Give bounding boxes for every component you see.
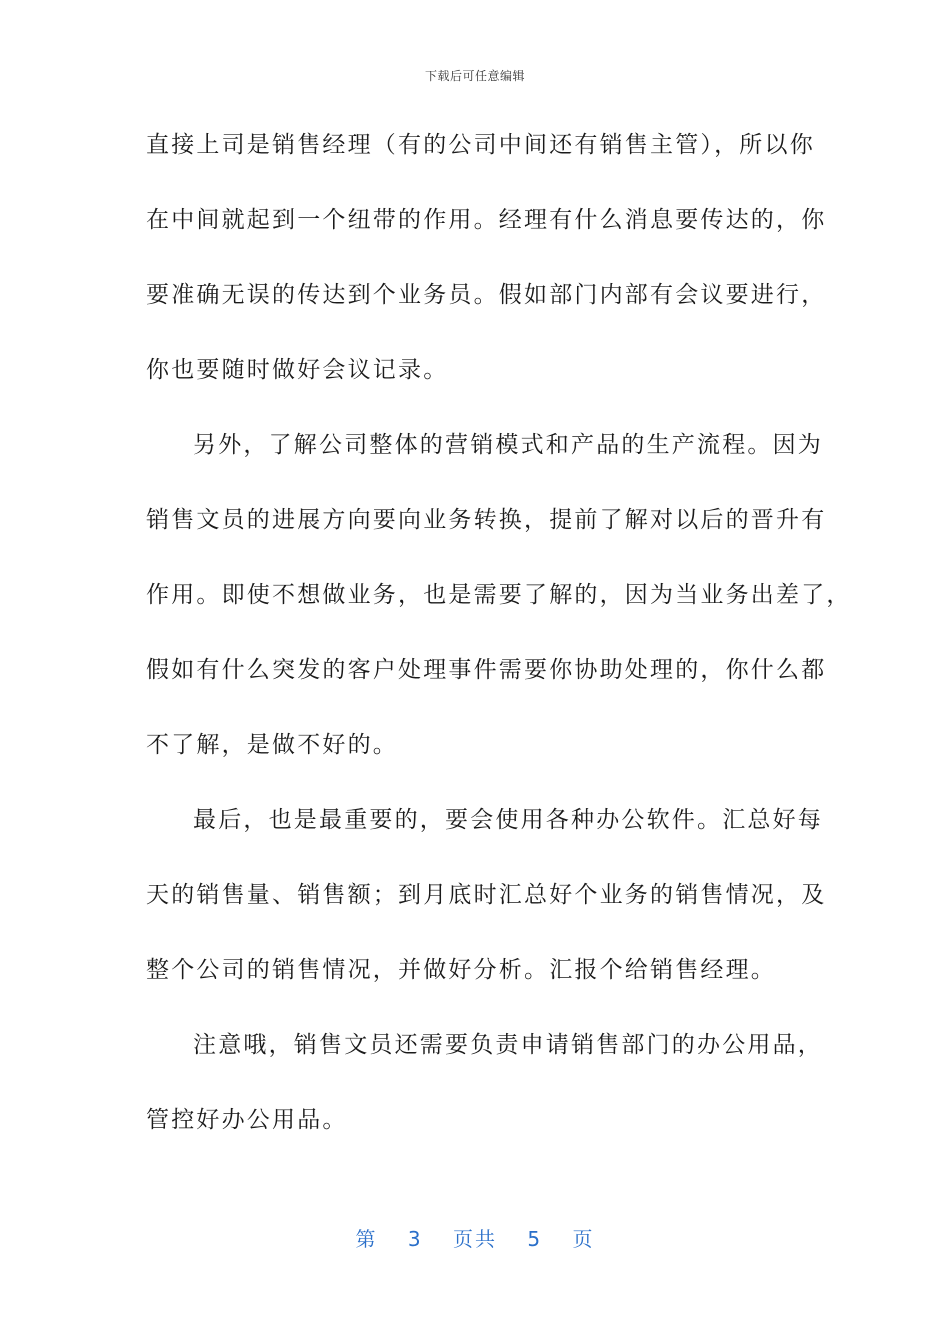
paragraph-2 <box>146 418 852 793</box>
page-suffix: 页 <box>572 1227 595 1251</box>
paragraph-line: 整个公司的销售情况，并做好分析。汇报个给销售经理。 <box>146 957 776 983</box>
paragraph-line: 最后，也是最重要的，要会使用各种办公软件。汇总好每 <box>193 807 823 833</box>
paragraph-line: 另外，了解公司整体的营销模式和产品的生产流程。因为 <box>193 432 823 458</box>
paragraph-line: 管控好办公用品。 <box>146 1107 348 1133</box>
paragraph-line: 销售文员的进展方向要向业务转换，提前了解对以后的晋升有 <box>146 507 827 533</box>
page-header: 下载后可任意编辑 <box>424 69 525 83</box>
paragraph-4 <box>146 1018 823 1168</box>
page-middle-text: 页共 <box>453 1227 497 1251</box>
paragraph-line: 假如有什么突发的客户处理事件需要你协助处理的，你什么都 <box>146 657 827 683</box>
document-body <box>146 118 852 1168</box>
paragraph-line: 你也要随时做好会议记录。 <box>146 357 449 383</box>
paragraph-line: 作用。即使不想做业务，也是需要了解的，因为当业务出差了， <box>146 582 852 608</box>
paragraph-line: 不了解，是做不好的。 <box>146 732 398 758</box>
paragraph-line: 在中间就起到一个纽带的作用。经理有什么消息要传达的，你 <box>146 207 827 233</box>
page-prefix: 第 <box>355 1227 378 1251</box>
paragraph-line: 要准确无误的传达到个业务员。假如部门内部有会议要进行， <box>146 282 827 308</box>
total-page-count: 5 <box>527 1227 543 1251</box>
paragraph-line: 天的销售量、销售额；到月底时汇总好个业务的销售情况，及 <box>146 882 827 908</box>
paragraph-1 <box>146 118 827 418</box>
paragraph-line: 注意哦，销售文员还需要负责申请销售部门的办公用品， <box>193 1032 823 1058</box>
current-page-number: 3 <box>407 1227 423 1251</box>
paragraph-line: 直接上司是销售经理（有的公司中间还有销售主管），所以你 <box>146 132 815 158</box>
page-number-footer <box>0 1223 950 1252</box>
paragraph-3 <box>146 793 827 1018</box>
